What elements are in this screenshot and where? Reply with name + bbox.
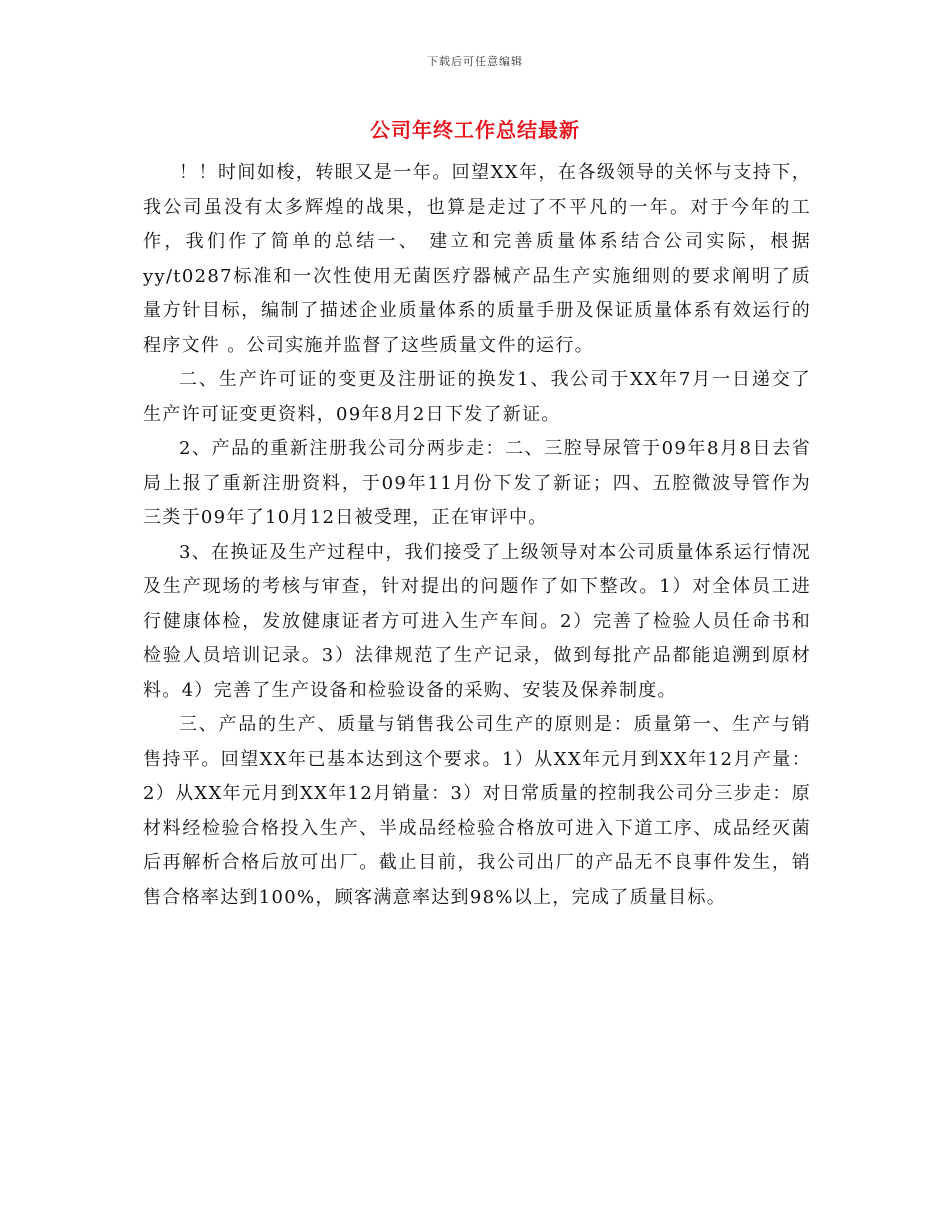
paragraph-intro: ！！时间如梭，转眼又是一年。回望XX年，在各级领导的关怀与支持下，我公司虽没有太多辉煌的战果，也算是走过了不平凡的一年。对于今年的工作，我们作了简单的总结一、 建立和完善质量体系结合公司实际，根据yy/t0287标准和一次性使用无菌医疗器械产品生产实施细则的要求阐明了质量方针目标，编制了描述企业质量体系的质量手册及保证质量体系有效运行的程序文件 。公司实施并监督了这些质量文件的运行。 <box>143 162 811 356</box>
header-note: 下载后可任意编辑 <box>427 55 523 68</box>
document-body <box>143 156 811 915</box>
paragraph-product-registration: 2、产品的重新注册我公司分两步走：二、三腔导尿管于09年8月8日去省局上报了重新注册资料，于09年11月份下发了新证；四、五腔微波导管作为三类于09年了10月12日被受理，正在审评中。 <box>143 438 811 528</box>
paragraph-production-quality-sales: 三、产品的生产、质量与销售我公司生产的原则是：质量第一、生产与销售持平。回望XX年已基本达到这个要求。1）从XX年元月到XX年12月产量：2）从XX年元月到XX年12月销量：3）对日常质量的控制我公司分三步走：原材料经检验合格投入生产、半成品经检验合格放可进入下道工序、成品经灭菌后再解析合格后放可出厂。截止目前，我公司出厂的产品无不良事件发生，销售合格率达到100%，顾客满意率达到98%以上，完成了质量目标。 <box>143 714 811 908</box>
paragraph-inspection-rectification: 3、在换证及生产过程中，我们接受了上级领导对本公司质量体系运行情况及生产现场的考核与审查，针对提出的问题作了如下整改。1）对全体员工进行健康体检，发放健康证者方可进入生产车间。2）完善了检验人员任命书和检验人员培训记录。3）法律规范了生产记录，做到每批产品都能追溯到原材料。4）完善了生产设备和检验设备的采购、安装及保养制度。 <box>143 541 811 701</box>
paragraph-license-change: 二、生产许可证的变更及注册证的换发1、我公司于XX年7月一日递交了生产许可证变更资料，09年8月2日下发了新证。 <box>143 369 811 425</box>
document-title: 公司年终工作总结最新 <box>370 118 580 142</box>
